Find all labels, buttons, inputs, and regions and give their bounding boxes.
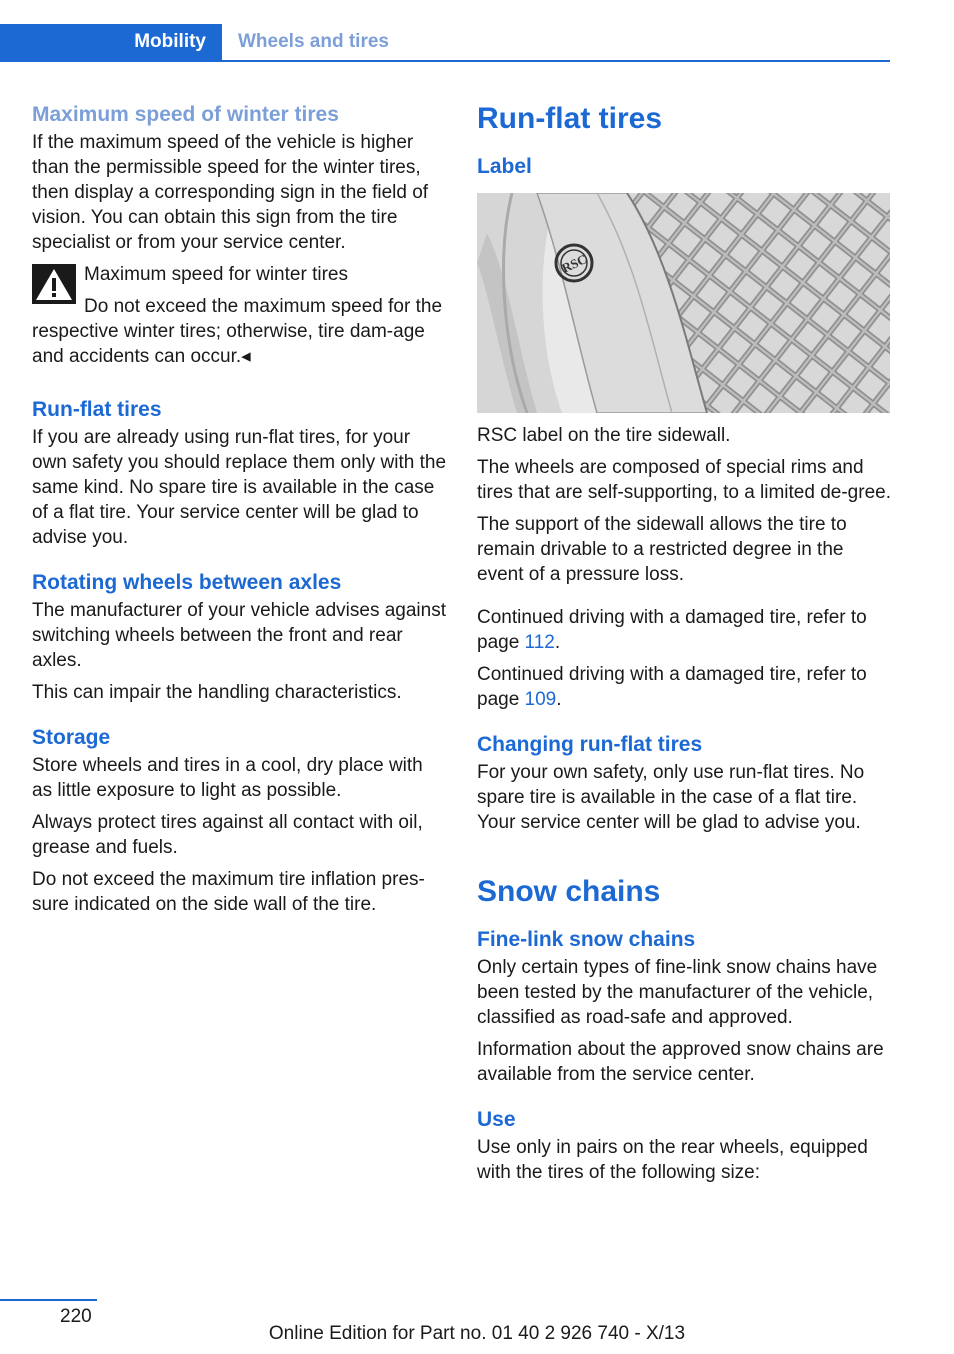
storage-heading: Storage (32, 726, 111, 749)
warning-title: Maximum speed for winter tires (84, 264, 348, 285)
edition-note: Online Edition for Part no. 01 40 2 926 740 - X/13 (268, 1323, 686, 1344)
runflat-title: Run-flat tires (477, 102, 663, 135)
fine-link-text-2: Information about the approved snow chains are available from the service center. (477, 1039, 884, 1085)
warning-text: Do not exceed the maximum speed for the respective winter tires; otherwise, tire dam-age and accidents can occur.◂ (32, 296, 443, 367)
storage-text-1: Store wheels and tires in a cool, dry place with as little exposure to light as possible. (32, 755, 423, 801)
page-header (0, 24, 890, 62)
page-link-112[interactable]: 112 (524, 632, 555, 653)
storage-text-3: Do not exceed the maximum tire inflation pres-sure indicated on the side wall of the tire. (32, 869, 425, 915)
header-divider (0, 60, 890, 62)
winter-tires-heading: Maximum speed of winter tires (32, 103, 339, 126)
rotating-text-1: The manufacturer of your vehicle advises against switching wheels between the front and rear axles. (32, 600, 446, 671)
fine-link-text-1: Only certain types of fine-link snow chains have been tested by the manufacturer of the vehicle, classified as road-safe and approved. (477, 957, 878, 1028)
storage-text-2: Always protect tires against all contact with oil, grease and fuels. (32, 812, 423, 858)
winter-tires-text: If the maximum speed of the vehicle is higher than the permissible speed for the winter tires, then display a corresponding sign in the field of vision. You can obtain this sign from the tire specialist or from your service center. (32, 132, 429, 253)
runflat-heading: Run-flat tires (32, 398, 162, 421)
page-number: 220 (60, 1306, 92, 1327)
figure-caption: RSC label on the tire sidewall. (477, 425, 731, 446)
label-heading: Label (477, 155, 532, 178)
rotating-text-2: This can impair the handling characteristics. (32, 682, 402, 703)
section-tab-mobility[interactable]: Mobility (0, 24, 222, 60)
warning-box (32, 262, 446, 369)
use-text: Use only in pairs on the rear wheels, equipped with the tires of the following size: (477, 1137, 868, 1183)
page-link-109[interactable]: 109 (524, 689, 557, 710)
wheels-text: The wheels are composed of special rims and tires that are self-supporting, to a limited de-gree. (477, 457, 891, 503)
snow-chains-title: Snow chains (477, 875, 661, 908)
rsc-tire-image (477, 193, 890, 413)
runflat-text: If you are already using run-flat tires, for your own safety you should replace them only with the same kind. No spare tire is available in the case of a flat tire. Your service center will be glad to advise you. (32, 427, 447, 548)
warning-triangle-icon (32, 264, 76, 304)
continued-driving-ref-2: Continued driving with a damaged tire, refer to page 109. (477, 664, 867, 710)
changing-runflat-text: For your own safety, only use run-flat tires. No spare tire is available in the case of a flat tire. Your service center will be glad to advise you. (477, 762, 865, 833)
left-column (32, 100, 446, 917)
rsc-logo-text: RSC (559, 251, 590, 276)
chapter-tab-wheels-and-tires[interactable]: Wheels and tires (238, 31, 389, 52)
right-column (477, 100, 891, 1185)
fine-link-heading: Fine-link snow chains (477, 928, 696, 951)
changing-runflat-heading: Changing run-flat tires (477, 733, 703, 756)
footer-divider (0, 1299, 97, 1301)
continued-driving-ref-1: Continued driving with a damaged tire, refer to page 112. (477, 607, 867, 653)
support-text: The support of the sidewall allows the tire to remain drivable to a restricted degree in the event of a pressure loss. (477, 514, 847, 585)
rotating-heading: Rotating wheels between axles (32, 571, 342, 594)
use-heading: Use (477, 1108, 516, 1131)
